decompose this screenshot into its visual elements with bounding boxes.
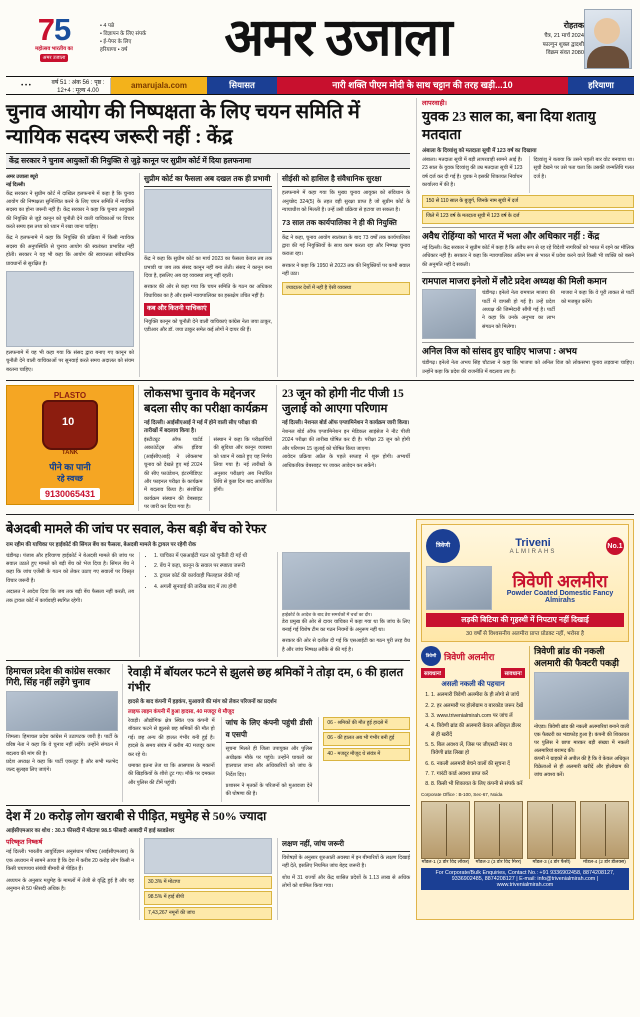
- beadbi-col1-p2: अदालत ने आदेश दिया कि जब तक बड़ी बेंच फैसला नहीं करती, तब तक ट्रायल कोर्ट में कार्यवाही स्थगित रहेगी।: [6, 589, 134, 604]
- lead-col2-head: सुप्रीम कोर्ट का फैसला अब दखल तक ही प्रभावी: [144, 173, 272, 187]
- masthead: [6, 0, 634, 74]
- triveni-right-p2: कंपनी ने ग्राहकों से अपील की है कि वे केवल अधिकृत विक्रेताओं से ही अलमारी खरीदें और होलोग्राम की जांच अवश्य करें।: [534, 755, 629, 778]
- right-p2: दिव्यांशु ने बताया कि उसने पहली बार वोट बनवाया था। सूची देखने पर उसे पता चला कि उसकी जन्मतिथि गलत दर्ज है।: [533, 157, 634, 180]
- masthead-strip: [6, 76, 634, 95]
- rewari-col1-p1: रेवाड़ी। औद्योगिक क्षेत्र स्थित एक कंपनी में बॉयलर फटने से झुलसे छह श्रमिकों की मौत हो गई। छह अन्य की हालत गंभीर बनी हुई है। हादसे के समय संयंत्र में करीब 40 मजदूर काम कर रहे थे।: [128, 717, 215, 758]
- website-url[interactable]: amarujala.com: [111, 77, 207, 94]
- health-kicker: परिष्कृत निष्कर्ष: [6, 838, 43, 846]
- inelo-photo: [422, 289, 476, 339]
- masthead-portrait: [584, 9, 632, 69]
- triveni-ad[interactable]: [416, 519, 634, 920]
- section-label[interactable]: सियासत: [207, 77, 277, 94]
- triveni-model-3: [527, 801, 576, 866]
- lead-col3-head: सीईसी को हासिल है संवैधानिक सुरक्षा: [282, 173, 410, 187]
- lead-headline: चुनाव आयोग की निष्पक्षता के लिए चयन समिति में न्यायिक सदस्य जरूरी नहीं : केंद्र: [6, 101, 360, 148]
- triveni-logo-text: त्रिवेणी: [435, 543, 451, 550]
- lead-col1-p1: केंद्र सरकार ने सुप्रीम कोर्ट में दाखिल हलफनामे में कहा है कि चुनाव आयोग की निष्पक्षता सुनिश्चित करने के लिए चयन समिति में न्यायिक सदस्य का होना जरूरी नहीं है। केंद्र सरकार ने कहा कि चुनाव आयुक्तों की नियुक्ति से जुड़े कानून को चुनौती देने वाली याचिकाओं पर विचार करते समय इस तथ्य को ध्यान में रखा जाना चाहिए।: [6, 190, 134, 231]
- lead-col-2: [139, 173, 272, 377]
- right-bullet-2: जिले में 123 वर्ष के मतदाता सूची में 123 वर्ष के दर्ज: [422, 210, 634, 224]
- edition-tithi: फाल्गुन शुक्ल द्वादशी: [542, 41, 584, 48]
- triveni-model-2: [474, 801, 523, 866]
- lead-subhead: केंद्र सरकार ने चुनाव आयुक्तों की नियुक्ति से जुड़े कानून पर सुप्रीम कोर्ट में दिया हलफनामा: [6, 153, 410, 169]
- himachal-photo: [6, 691, 118, 731]
- health-col1: [6, 838, 134, 921]
- right-col-1: [422, 156, 523, 193]
- meta-line-4: हरियाणा • वर्ष: [100, 46, 128, 53]
- triveni-point-6: 6. 6. नकली अलमारी बेचने वालों की सूचना दें: [431, 760, 525, 768]
- triveni-corporate: Corporate Office : B-100, Sec-67, Noida: [421, 791, 503, 797]
- himachal-p1: शिमला। हिमाचल प्रदेश कांग्रेस में उठापटक जारी है। पार्टी के वरिष्ठ नेता ने कहा कि वे चुनाव नहीं लड़ेंगे। उन्होंने संगठन में बदलाव की मांग की है।: [6, 733, 118, 757]
- triveni-sub-en: Powder Coated Domestic Fancy Almirahs: [506, 589, 614, 604]
- neet-story: [276, 385, 410, 511]
- triveni-small-logo-text: त्रिवेणी: [425, 653, 437, 659]
- right-kicker: लापरवाही।: [422, 100, 447, 107]
- lead-col-1: [6, 173, 134, 377]
- lead-col1-p2: केंद्र ने हलफनामे में कहा कि नियुक्ति की प्रक्रिया में किसी न्यायिक सदस्य की अनुपस्थिति से चुनाव आयोग की स्वतंत्रता प्रभावित नहीं होती। सरकार ने यह भी कहा कि आयोग की स्वायत्तता संवैधानिक प्रावधानों से सुरक्षित है।: [6, 235, 134, 267]
- beadbi-photo-caption: हाईकोर्ट के आदेश के बाद डेरा समर्थकों में चर्चा का दौर।: [282, 611, 373, 617]
- triveni-no1-badge: No.1: [606, 537, 624, 555]
- triveni-footer-contact[interactable]: For Corporate/Bulk Enquiries, Contact No.: +91 9336902458, 8874208127, 9336902485, 8874208127 | E-mail: info@trivenialmirah.com | www.trivenialmirah.com: [421, 868, 629, 890]
- triveni-small-logo: [421, 646, 441, 666]
- lead-col1-p3: हलफनामे में यह भी कहा गया कि संसद द्वारा बनाए गए कानून को चुनौती देने वाली याचिकाओं पर सुनवाई करते समय अदालत को संयम बरतना चाहिए।: [6, 350, 134, 373]
- beadbi-point-4: • 4. अगली सुनवाई की तारीख बाद में तय होगी: [154, 583, 272, 591]
- lower-section: [6, 519, 634, 920]
- health-sub: आईसीएमआर का शोध : 30.3 फीसदी में मोटापा 98.5 फीसदी आबादी में हाई ब्लडप्रेशर: [6, 827, 175, 834]
- lead-section: [6, 98, 634, 377]
- health-col3-p1: विशेषज्ञों के अनुसार शुरुआती अवस्था में इन बीमारियों के लक्षण दिखाई नहीं देते, इसलिए नियमित जांच बेहद जरूरी है।: [282, 854, 410, 870]
- rewari-col2-p2: प्रशासन ने मृतकों के परिजनों को मुआवजा देने की घोषणा की है।: [225, 782, 313, 798]
- rewari-col2: [221, 717, 313, 802]
- himachal-headline: हिमाचल प्रदेश की कांग्रेस सरकार गिरी, सिंह नहीं लड़ेंगे चुनाव: [6, 666, 110, 688]
- triveni-points: [421, 691, 525, 788]
- masthead-meta-left: [100, 23, 196, 54]
- lead-col3-p3: सरकार ने कहा कि 1950 से 2023 तक की नियुक्तियों पर कभी सवाल नहीं उठा।: [282, 262, 410, 278]
- rewari-col2-head: जांच के लिए कंपनी पहुंची डीसी व एसपी: [226, 717, 313, 743]
- triveni-almirah-image-4: [580, 801, 629, 859]
- lead-col3-head2: 73 साल तक कार्यपालिका ने ही की नियुक्ति: [282, 217, 410, 231]
- beadbi-col1: [6, 552, 134, 658]
- rohingya-body: नई दिल्ली। केंद्र सरकार ने सुप्रीम कोर्ट में कहा है कि अवैध रूप से रह रहे विदेशी नागरिकों को भारत में रहने का मौलिक अधिकार नहीं है। सरकार ने कहा कि न्यायपालिका अंतिम रूप से भारत में प्रवेश करने वाले किसी भी व्यक्ति को बसने की अनुमति नहीं दे सकती।: [422, 244, 634, 268]
- triveni-model-1-label: मॉडल-1 (2 डोर विद लॉकर): [421, 859, 470, 865]
- meta-line-3: • ई-पेपर के लिए: [100, 39, 132, 45]
- triveni-point-1: 1. 1. अलमारी त्रिवेणी अलमीरा के ही लोगो से जांचें: [431, 691, 525, 699]
- lead-byline: अमर उजाला ब्यूरो: [6, 174, 38, 180]
- middle-right-spacer: [416, 385, 632, 511]
- meta-line-2: • विज्ञापन के लिए संपर्क: [100, 31, 147, 38]
- health-graphic: [144, 838, 272, 874]
- rewari-facts: [318, 717, 410, 802]
- paper-title: अमर उजाला: [224, 10, 452, 67]
- ca-exam-col2: संस्थान ने कहा कि परीक्षार्थियों की सुविधा और कानून व्यवस्था को ध्यान में रखते हुए यह निर्णय लिया गया है। नई तारीखों के अनुसार परीक्षाएं अब निर्धारित तिथि से कुछ दिन बाद आयोजित होंगी।: [209, 436, 273, 512]
- health-box-head: लक्षण नहीं, जांच जरूरी: [282, 838, 410, 852]
- triveni-left-sub: असली नकली की पहचान: [441, 681, 505, 689]
- neet-dek: नई दिल्ली। नेशनल बोर्ड ऑफ एग्जामिनेशन ने कार्यक्रम जारी किया।: [282, 419, 410, 426]
- logo-75-text: 75: [37, 11, 71, 47]
- triveni-point-4: 4. 4. त्रिवेणी ब्रांड की अलमारी केवल अधिकृत डीलर से ही खरीदें: [431, 722, 525, 739]
- plasto-tank-icon: [42, 400, 98, 450]
- promo-teaser[interactable]: नारी शक्ति पीएम मोदी के साथ चट्टान की तरह खड़ी...10: [277, 77, 568, 94]
- triveni-left-panel: [421, 646, 525, 796]
- health-col3: [277, 838, 410, 921]
- rewari-dek: हादसे के बाद कंपनी में हड़कंप, मुआवजे की मांग को लेकर परिजनों का प्रदर्शन: [128, 698, 277, 705]
- rewari-fact-3: 40 - मजदूर मौजूद थे संयंत्र में: [323, 748, 410, 762]
- right-p1: अंबाला। मतदाता सूची में बड़ी लापरवाही सामने आई है। 23 साल के युवक दिव्यांशु की उम्र मतदाता सूची में 123 वर्ष दर्ज कर दी गई है। युवक ने इसकी शिकायत निर्वाचन कार्यालय में की है।: [422, 157, 523, 189]
- ca-exam-dek: नई दिल्ली। आईसीएआई ने मई में होने वाली सीए परीक्षा की तारीखों में बदलाव किया है।: [144, 419, 257, 434]
- triveni-right-p1: नोएडा। त्रिवेणी ब्रांड की नकली अलमारियां बनाने वाली एक फैक्टरी का भंडाफोड़ हुआ है। कंपनी की शिकायत पर पुलिस ने छापा मारकर बड़ी संख्या में नकली अलमारियां बरामद कीं।: [534, 723, 629, 754]
- health-col1-p2: अध्ययन के अनुसार मधुमेह के मामलों में तेजी से वृद्धि हुई है और यह अनुमान से 50 फीसदी अधिक है।: [6, 877, 134, 892]
- rewari-subdek: लाइफ लाइन कंपनी में हुआ हादसा, 40 मजदूर थे मौजूद: [128, 708, 235, 715]
- beadbi-col3: [277, 552, 410, 658]
- lead-body-columns: [6, 173, 410, 377]
- beadbi-point-3: • 3. ट्रायल कोर्ट की कार्यवाही फिलहाल रोकी गई: [154, 572, 272, 580]
- ca-exam-headline: लोकसभा चुनाव के मद्देनजर बदला सीए का परीक्षा कार्यक्रम: [144, 388, 268, 415]
- lead-col2-p1: केंद्र ने कहा कि सुप्रीम कोर्ट का मार्च 2023 का फैसला केवल तब तक प्रभावी था जब तक संसद कानून नहीं बना लेती। संसद ने कानून बना दिया है, इसलिए अब वह व्यवस्था लागू नहीं रहती।: [144, 256, 272, 279]
- right-col-2: [529, 156, 635, 193]
- plasto-brand: PLASTO: [53, 390, 87, 400]
- rewari-headline: रेवाड़ी में बॉयलर फटने से झुलसे छह श्रमिकों ने तोड़ा दम, 6 की हालत गंभीर: [128, 667, 404, 694]
- triveni-brand-en: Triveni: [515, 537, 551, 550]
- triveni-point-7: 7. 7. गारंटी कार्ड अवश्य प्राप्त करें: [431, 770, 525, 778]
- right-bullet-1: 150 से 110 साल के बुजुर्ग, जिनके नाम सूची में दर्ज: [422, 195, 634, 209]
- triveni-band: लड़की बिटिया की गृहस्थी में निपटाए नहीं दिखाई: [426, 613, 624, 627]
- beadbi-headline: बेअदबी मामले की जांच पर सवाल, केस बड़ी बेंच को रेफर: [6, 521, 267, 537]
- edition-date: चैत्र, 21 मार्च 2024: [544, 33, 584, 40]
- rewari-col1-p2: धमाका इतना तेज था कि आसपास के मकानों की खिड़कियों के शीशे टूट गए। मौके पर दमकल और पुलिस की टीमें पहुंचीं।: [128, 762, 215, 786]
- triveni-right-panel: [529, 646, 629, 779]
- triveni-raid-photo: [534, 672, 629, 720]
- himachal-p2: प्रदेश अध्यक्ष ने कहा कि पार्टी एकजुट है और सभी मतभेद जल्द सुलझा लिए जाएंगे।: [6, 758, 118, 774]
- lead-col2-p3: नियुक्ति कानून को चुनौती देने वाली याचिकाएं कांग्रेस नेता जया ठाकुर, एडीआर और डॉ. जया ठाकुर समेत कई लोगों ने दायर की हैं।: [144, 318, 272, 334]
- inelo-body-1: चंडीगढ़। इनेलो नेता रामपाल माजरा की पार्टी में वापसी हो गई है। उन्हें प्रदेश अध्यक्ष की जिम्मेदारी सौंपी गई है। पार्टी ने कहा कि उनके अनुभव का लाभ संगठन को मिलेगा।: [482, 290, 555, 330]
- health-col2: [139, 838, 272, 921]
- triveni-point-2: 2. 2. हर अलमारी पर होलोग्राम व बारकोड जरूर देखें: [431, 702, 525, 710]
- middle-left: [6, 385, 410, 511]
- vij-headline: अनिल विज को सांसद हुए चाहिए भाजपा : अभय: [422, 346, 577, 357]
- beadbi-point-2: • 2. बेंच ने कहा, कानून के सवाल पर स्पष्टता जरूरी: [154, 562, 272, 570]
- plasto-word: TANK: [61, 449, 79, 456]
- neet-p2: आवेदन प्रक्रिया अप्रैल के पहले सप्ताह में शुरू होगी। अभ्यर्थी आधिकारिक वेबसाइट पर जाकर आवेदन कर सकेंगे।: [282, 454, 410, 469]
- edition-city: रोहतक: [563, 21, 584, 31]
- masthead-meta-right: [480, 20, 584, 57]
- triveni-title-hi: त्रिवेणी अलमीरा: [512, 571, 608, 591]
- middle-section: [6, 385, 634, 511]
- triveni-almirah-image-2: [474, 801, 523, 859]
- health-col3-p2: शोध में 31 राज्यों और केंद्र शासित प्रदेशों के 1.13 लाख से अधिक लोगों को शामिल किया गया।: [282, 874, 410, 890]
- triveni-logo: [426, 529, 460, 563]
- triveni-right-head: त्रिवेणी ब्रांड की नकली अलमारी की फैक्टरी पकड़ी: [534, 646, 620, 668]
- triveni-point-3: 3. 3. www.trivenialmirah.com पर जांच लें: [431, 712, 525, 720]
- lead-left: [6, 98, 410, 377]
- strip-dots: • • •: [21, 82, 31, 89]
- triveni-model-4-label: मॉडल-4 (2 डोर डीलक्स): [583, 859, 626, 865]
- lead-col-3: [277, 173, 410, 377]
- inelo-headline: रामपाल माजरा इनेलो में लौटे प्रदेश अध्यक्ष की मिली कमान: [422, 275, 607, 286]
- lead-col2-subhead: कब और कितनी याचिकाएं: [144, 303, 210, 316]
- triveni-model-2-label: मॉडल-2 (3 डोर विद मिरर): [475, 859, 522, 865]
- logo-caption: महोत्सव भारतीय का: [35, 45, 73, 52]
- himachal-story: [6, 664, 118, 802]
- lead-dateline: नई दिल्ली।: [6, 182, 26, 189]
- health-stat-3: 7,43,267 नमूनों की जांच: [144, 907, 272, 921]
- beadbi-col1-p1: चंडीगढ़। पंजाब और हरियाणा हाईकोर्ट ने बेअदबी मामले की जांच पर सवाल उठाते हुए मामले को बड़ी बेंच को भेज दिया है। सिंगल बेंच ने कहा कि जांच एजेंसी के गठन को लेकर उठाए गए सवालों पर विस्तृत विचार जरूरी है।: [6, 552, 134, 584]
- state-label: हरियाणा: [568, 77, 634, 94]
- lead-col2-p2: सरकार की ओर से कहा गया कि चयन समिति के गठन का अधिकार विधायिका का है और इसमें न्यायपालिका का हस्तक्षेप उचित नहीं है।: [144, 284, 272, 299]
- plasto-line-2: रहे स्वच्छ: [57, 473, 83, 483]
- triveni-ad-header: [421, 524, 629, 642]
- lead-right: [416, 98, 634, 377]
- ca-exam-col1: इंस्टीट्यूट ऑफ चार्टर्ड अकाउंटेंट्स ऑफ इंडिया (आईसीएआई) ने लोकसभा चुनाव को देखते हुए मई 2024 की सीए फाउंडेशन, इंटरमीडिएट और फाइनल परीक्षा के कार्यक्रम में बदलाव किया है। संशोधित कार्यक्रम संस्थान की वेबसाइट पर जारी कर दिया गया है।: [144, 436, 203, 511]
- triveni-model-1: [421, 801, 470, 866]
- triveni-line: 30 वर्षों से विश्वसनीय अलमीरा प्राप्त प्रोडक्ट नहीं, भरोसा है: [466, 631, 584, 638]
- rohingya-headline: अवैध रोहिंग्या को भारत में भला और अधिकार नहीं : केंद्र: [422, 230, 600, 241]
- beadbi-point-1: • 1. याचिका में एसआईटी गठन को चुनौती दी गई थी: [154, 552, 272, 560]
- beadbi-col3-p1: डेरा प्रमुख की ओर से दायर याचिका में कहा गया था कि जांच के लिए बनाई गई विशेष टीम का गठन नियमों के अनुरूप नहीं था।: [282, 618, 410, 634]
- rewari-story: [122, 664, 410, 802]
- neet-headline: 23 जून को होगी नीट पीजी 15 जुलाई को आएगा परिणाम: [282, 388, 404, 415]
- beadbi-dek: राम रहीम की याचिका पर हाईकोर्ट की सिंगल बेंच का फैसला, बेअदबी मामले के ट्रायल पर रहेगी रोक: [6, 541, 197, 548]
- meta-line-1: • 4 पन्ने: [100, 23, 115, 30]
- rewari-fact-1: 06 - श्रमिकों की मौत हुई हादसे में: [323, 717, 410, 731]
- triveni-almirah-image-3: [527, 801, 576, 859]
- inelo-body-2: माजरा ने कहा कि वे पूरी ताकत से पार्टी को मजबूत करेंगे।: [561, 290, 634, 305]
- triveni-point-8: 8. 8. किसी भी शिकायत के लिए कंपनी से संपर्क करें: [431, 780, 525, 788]
- nameplate: [196, 10, 480, 67]
- beadbi-col2: [139, 552, 272, 658]
- health-stat-2: 98.5% में हाई बीपी: [144, 891, 272, 905]
- lead-photo-eci: [6, 271, 134, 347]
- triveni-almirah-image-1: [421, 801, 470, 859]
- triveni-warn-1: सावधान!: [421, 668, 445, 678]
- lead-col3-p2: केंद्र ने कहा, चुनाव आयोग स्वतंत्रता के बाद 73 वर्षों तक कार्यपालिका द्वारा की गई नियुक्तियों के साथ काम करता रहा और निष्पक्ष चुनाव कराता रहा।: [282, 234, 410, 258]
- triveni-left-head: त्रिवेणी अलमीरा: [444, 651, 495, 662]
- right-dek: अंबाला के दिव्यांशु को मतदाता सूची में 123 वर्ष का दिखाया: [422, 148, 537, 154]
- ca-exam-story: [138, 385, 272, 511]
- triveni-point-5: 5. 5. बिल अवश्य लें, जिस पर जीएसटी नंबर व त्रिवेणी ब्रांड लिखा हो: [431, 741, 525, 758]
- health-col1-p1: नई दिल्ली। भारतीय आयुर्विज्ञान अनुसंधान परिषद (आईसीएमआर) के एक अध्ययन में सामने आया है कि देश में करीब 20 करोड़ लोग किसी न किसी चयापचय संबंधी बीमारी से पीड़ित हैं।: [6, 849, 134, 873]
- edition-samvat: विक्रम संवत 2080: [546, 50, 584, 57]
- beadbi-points: [144, 552, 272, 591]
- health-stat-1: 30.3% में मोटापा: [144, 876, 272, 890]
- neet-p1: नेशनल बोर्ड ऑफ एग्जामिनेशन इन मेडिकल साइंसेज ने नीट पीजी 2024 परीक्षा की तारीख घोषित कर दी है। परीक्षा 23 जून को होगी और परिणाम 15 जुलाई को घोषित किया जाएगा।: [282, 428, 410, 452]
- rewari-col1: [128, 717, 215, 802]
- triveni-warn-2: सावधान!: [501, 668, 525, 678]
- plasto-ad[interactable]: [6, 385, 134, 505]
- lead-photo-eci-board: [144, 189, 272, 253]
- right-headline: युवक 23 साल का, बना दिया शतायु मतदाता: [422, 110, 596, 143]
- strip-issue-meta: वर्ष 51 : अंक 56 : पृष्ठ : 12+4 : मूल्य 4.00: [46, 78, 111, 94]
- triveni-model-4: [580, 801, 629, 866]
- health-headline: देश में 20 करोड़ लोग खराबी से पीड़ित, मधुमेह से 50% ज्यादा: [6, 808, 267, 823]
- rewari-fact-2: 06 - की हालत अब भी गंभीर बनी हुई: [323, 732, 410, 746]
- vij-body: चंडीगढ़। इनेलो नेता अभय सिंह चौटाला ने कहा कि भाजपा को अनिल विज को लोकसभा चुनाव लड़वाना चाहिए। उन्होंने कहा कि प्रदेश की राजनीति में बदलाव तय है।: [422, 360, 634, 375]
- lead-callout: ज्यादातर देशों में नहीं है ऐसी व्यवस्था: [282, 282, 410, 296]
- logo-ribbon: अमर उजाला: [40, 54, 69, 62]
- triveni-ad-photo: [426, 566, 492, 610]
- plasto-line-1: पीने का पानी: [49, 461, 91, 472]
- triveni-brand-sub: ALMIRAHS: [509, 549, 557, 556]
- plasto-phone[interactable]: 9130065431: [40, 488, 100, 500]
- anniversary-logo: [8, 6, 100, 72]
- beadbi-photo: [282, 552, 410, 610]
- triveni-model-3-label: मॉडल-3 (4 डोर फैंसी): [532, 859, 571, 865]
- rewari-col2-p1: सूचना मिलते ही जिला उपायुक्त और पुलिस अधीक्षक मौके पर पहुंचे। उन्होंने घायलों का हालचाल जाना और अधिकारियों को जांच के निर्देश दिए।: [225, 746, 313, 778]
- beadbi-col3-p2: सरकार की ओर से दलील दी गई कि एसआईटी का गठन पूरी तरह वैध है और जांच निष्पक्ष तरीके से की गई है।: [282, 638, 410, 653]
- lead-col3-p1: हलफनामे में कहा गया कि मुख्य चुनाव आयुक्त को संविधान के अनुच्छेद 324(5) के तहत वही सुरक्षा प्राप्त है जो सुप्रीम कोर्ट के न्यायाधीश को मिलती है। उन्हें उसी प्रक्रिया से हटाया जा सकता है।: [282, 190, 410, 213]
- lower-left: [6, 519, 410, 920]
